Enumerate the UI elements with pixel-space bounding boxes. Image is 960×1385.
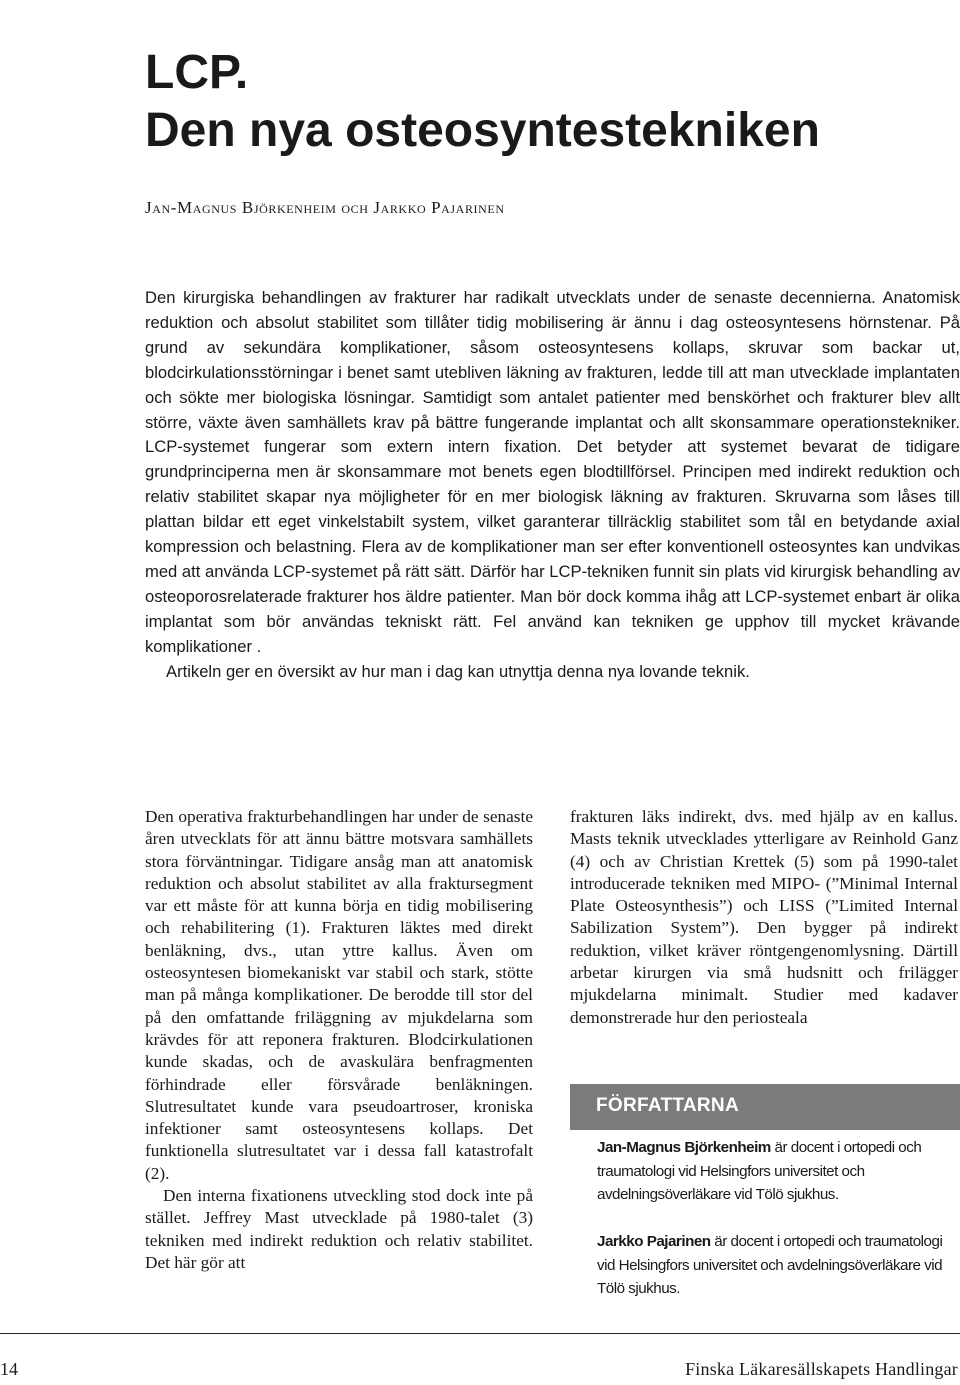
abstract-paragraph-1: Den kirurgiska behandlingen av frakturer har radikalt utvecklats under de senaste decennierna. Anatomisk reduktion och absolut stabilitet som tillåter tidig mobilisering är ännu i dag osteosyntesens hörnstenar. På grund av sekundära komplikationer, såsom osteosyntesens kollaps, skruvar som backar ut, blodcirkulationsstörningar i benet samt utebliven läkning av frakturen, ledde till att man utvecklade implantaten och sökte mer biologiska lösningar. Samtidigt som antalet patienter med benskörhet och frakturer blev allt större, växte även samhällets krav på bättre fungerande implantat och allt skonsammare operationstekniker. LCP-systemet fungerar som extern intern fixation. Det betyder att systemet bevarat de tidigare grundprinciperna men är skonsammare mot benets egen blodtillförsel. Principen med indirekt reduktion och relativ stabilitet skapar nya möjligheter för en mer biologisk läkning av frakturen. Skruvarna som låses till plattan bildar ett eget vinkelstabilt system, vilket garanterar tillräcklig stabilitet som tål en betydande axial kompression och belastning. Flera av de komplikationer man ser efter konventionell osteosyntes kan undvikas med att använda LCP-systemet på rätt sätt. Därför har LCP-tekniken funnit sin plats vid kirurgisk behandling av osteoporosrelaterade frakturer hos äldre patienter. Man bör dock komma ihåg att LCP-systemet enbart är olika implantat som bör användas tekniskt rätt. Fel använd kan tekniken ge upphov till mycket krävande komplikationer .: [145, 288, 960, 656]
body-column-left: [145, 806, 533, 1274]
authors-box-title: FÖRFATTARNA: [596, 1095, 739, 1116]
abstract: [145, 286, 960, 685]
author-description: är docent i ortopedi och traumatologi vid Helsingfors universitet och avdelningsöverläkare vid Tölö sjukhus.: [597, 1139, 922, 1203]
article-title: [145, 44, 925, 160]
author-name: Jarkko Pajarinen: [597, 1233, 711, 1250]
abstract-paragraph-2: Artikeln ger en översikt av hur man i dag kan utnyttja denna nya lovande teknik.: [166, 661, 750, 681]
author-name: Jan-Magnus Björkenheim: [597, 1139, 771, 1156]
authors-box-header: [570, 1084, 960, 1130]
journal-name: Finska Läkaresällskapets Handlingar: [685, 1359, 958, 1379]
author-bio-2: [597, 1230, 947, 1301]
footer-rule: [0, 1333, 960, 1334]
title-line-2: Den nya osteosyntestekniken: [145, 104, 820, 157]
body-column-right: [570, 806, 958, 1029]
page-number: 14: [0, 1359, 18, 1379]
authors-info-box: [570, 1084, 960, 1316]
authors-box-body: [570, 1130, 960, 1316]
body-paragraph: Den operativa frakturbehandlingen har under de senaste åren utvecklats för att ännu bättre motsvara samhällets stora förväntningar. Tidigare ansåg man att anatomisk reduktion och absolut stabilitet av alla fraktursegment var ett måste för att kunna börja en tidig mobilisering och rehabilitering (1). Frakturen läktes med direkt benläkning, dvs., utan yttre kallus. Även om osteosyntesen biomekaniskt var stabil och stark, stötte man på många komplikationer. De berodde till stor del på den omfattande friläggning av mjukdelarna som krävdes för att reponera frakturen. Blodcirkulationen kunde skadas, och de avaskulära benfragmenten förhindrade eller försvårade benläkningen. Slutresultatet kunde vara pseudoartroser, kroniska infektioner samt osteosyntesens kollaps. Det funktionella slutresultatet var i dessa fall katastrofalt (2).: [145, 807, 533, 1183]
author-byline: Jan-Magnus Björkenheim och Jarkko Pajarinen: [145, 198, 505, 217]
author-description: är docent i ortopedi och traumatologi vid Helsingfors universitet och avdelningsöverläkare vid Tölö sjukhus.: [597, 1233, 943, 1297]
title-line-1: LCP.: [145, 46, 249, 99]
body-paragraph: frakturen läks indirekt, dvs. med hjälp av en kallus. Masts teknik utvecklades ytterligare av Reinhold Ganz (4) och av Christian Krettek (5) som på 1990-talet introducerade tekniken med MIPO- (”Minimal Internal Plate Osteosynthesis”) och LISS (”Limited Internal Sabilization System”). Den bygger på indirekt reduktion, vilket kräver röntgengenomlysning. Därtill arbetar kirurgen via små hudsnitt och frilägger mjukdelarna minimalt. Studier med kadaver demonstrerade hur den periosteala: [570, 807, 958, 1027]
body-paragraph: Den interna fixationens utveckling stod dock inte på stället. Jeffrey Mast utvecklade på 1980-talet (3) tekniken med indirekt reduktion och relativ stabilitet. Det här gör att: [145, 1186, 533, 1272]
author-bio-1: [597, 1136, 947, 1207]
